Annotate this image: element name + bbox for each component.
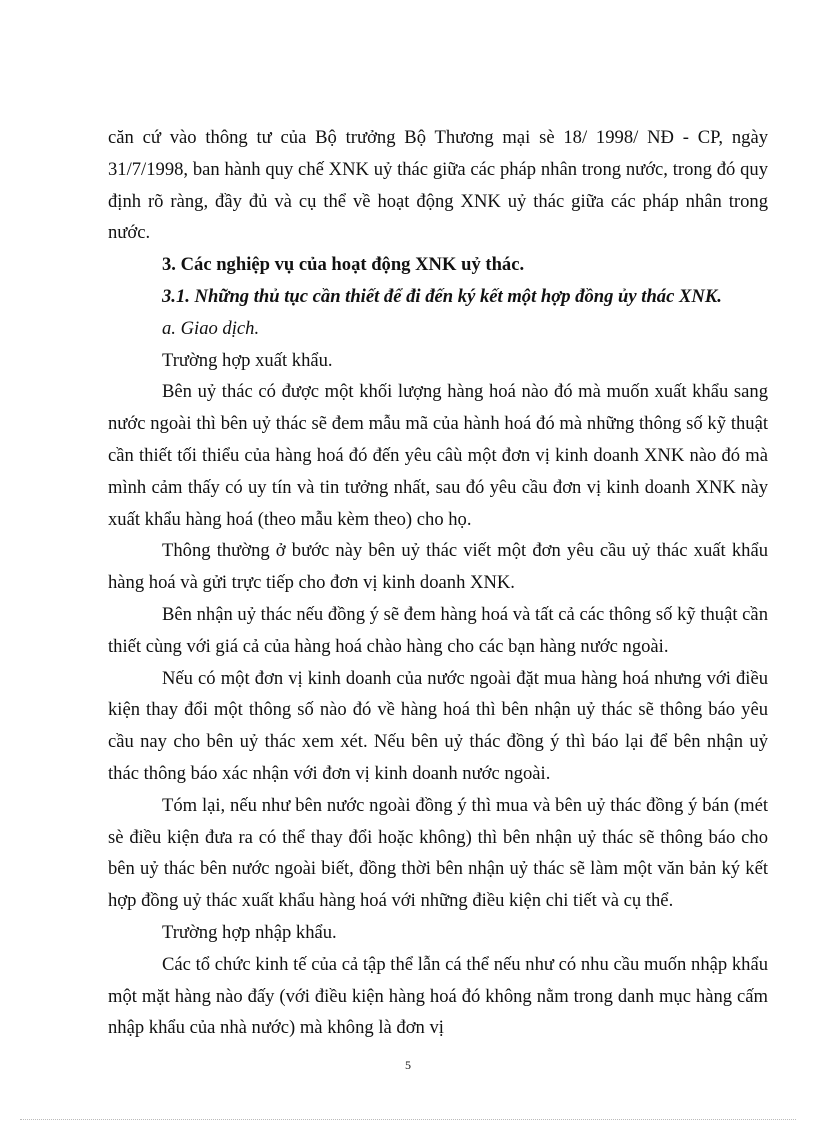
paragraph-export-case: Trường hợp xuất khẩu. — [162, 349, 333, 371]
paragraph-body: Nếu có một đơn vị kinh doanh của nước ngoài đặt mua hàng hoá nhưng với điều kiện thay đổi một thông số nào đó về hàng hoá thì bên nhận uỷ thác sẽ thông báo yêu cầu nay cho bên uỷ thác xem xét. Nếu bên uỷ thác đồng ý thì báo lại để bên nhận uỷ thác thông báo xác nhận với đơn vị kinh doanh nước ngoài. — [108, 667, 768, 784]
paragraph-body: Thông thường ở bước này bên uỷ thác viết một đơn yêu cầu uỷ thác xuất khẩu hàng hoá và gửi trực tiếp cho đơn vị kinh doanh XNK. — [108, 540, 768, 594]
paragraph-body: Bên nhận uỷ thác nếu đồng ý sẽ đem hàng hoá và tất cả các thông số kỹ thuật cần thiết cùng với giá cả của hàng hoá chào hàng cho các bạn hàng nước ngoài. — [108, 603, 768, 657]
paragraph-import-case: Trường hợp nhập khẩu. — [162, 921, 337, 943]
page-number: 5 — [405, 1058, 411, 1072]
item-heading-a: a. Giao dịch. — [162, 317, 260, 339]
paragraph-intro: căn cứ vào thông tư của Bộ trưởng Bộ Thương mại sè 18/ 1998/ NĐ - CP, ngày 31/7/1998, ban hành quy chế XNK uỷ thác giữa các pháp nhân trong nước, trong đó quy định rõ ràng, đầy đủ và cụ thể về hoạt động XNK uỷ thác giữa các pháp nhân trong nước. — [108, 127, 768, 244]
paragraph-body: Bên uỷ thác có được một khối lượng hàng hoá nào đó mà muốn xuất khẩu sang nước ngoài thì bên uỷ thác sẽ đem mẫu mã của hành hoá đó mà những thông số kỹ thuật cần thiết tối thiểu của hàng hoá đó đến yêu câù một đơn vị kinh doanh XNK nào đó mà mình cảm thấy có uy tín và tin tưởng nhất, sau đó yêu cầu đơn vị kinh doanh XNK này xuất khẩu hàng hoá (theo mẫu kèm theo) cho họ. — [108, 381, 768, 530]
subsection-heading-3-1: 3.1. Những thủ tục cần thiết để đi đến ký kết một hợp đồng ủy thác XNK. — [162, 285, 722, 307]
section-heading-3: 3. Các nghiệp vụ của hoạt động XNK uỷ thác. — [162, 254, 525, 276]
paragraph-body: Tóm lại, nếu như bên nước ngoài đồng ý thì mua và bên uỷ thác đồng ý bán (mét sè điều kiện đưa ra có thể thay đổi hoặc không) thì bên nhận uỷ thác sẽ thông báo cho bên uỷ thác bên nước ngoài biết, đồng thời bên nhận uỷ thác sẽ làm một văn bản ký kết hợp đồng uỷ thác xuất khẩu hàng hoá với những điều kiện chi tiết và cụ thể. — [108, 794, 768, 912]
paragraph-body: Các tổ chức kinh tế của cả tập thể lẫn cá thể nếu như có nhu cầu muốn nhập khẩu một mặt hàng nào đấy (với điều kiện hàng hoá đó không nằm trong danh mục hàng cấm nhập khẩu của nhà nước) mà không là đơn vị — [108, 953, 768, 1039]
document-body — [108, 122, 768, 1044]
page-bottom-divider — [20, 1119, 796, 1120]
